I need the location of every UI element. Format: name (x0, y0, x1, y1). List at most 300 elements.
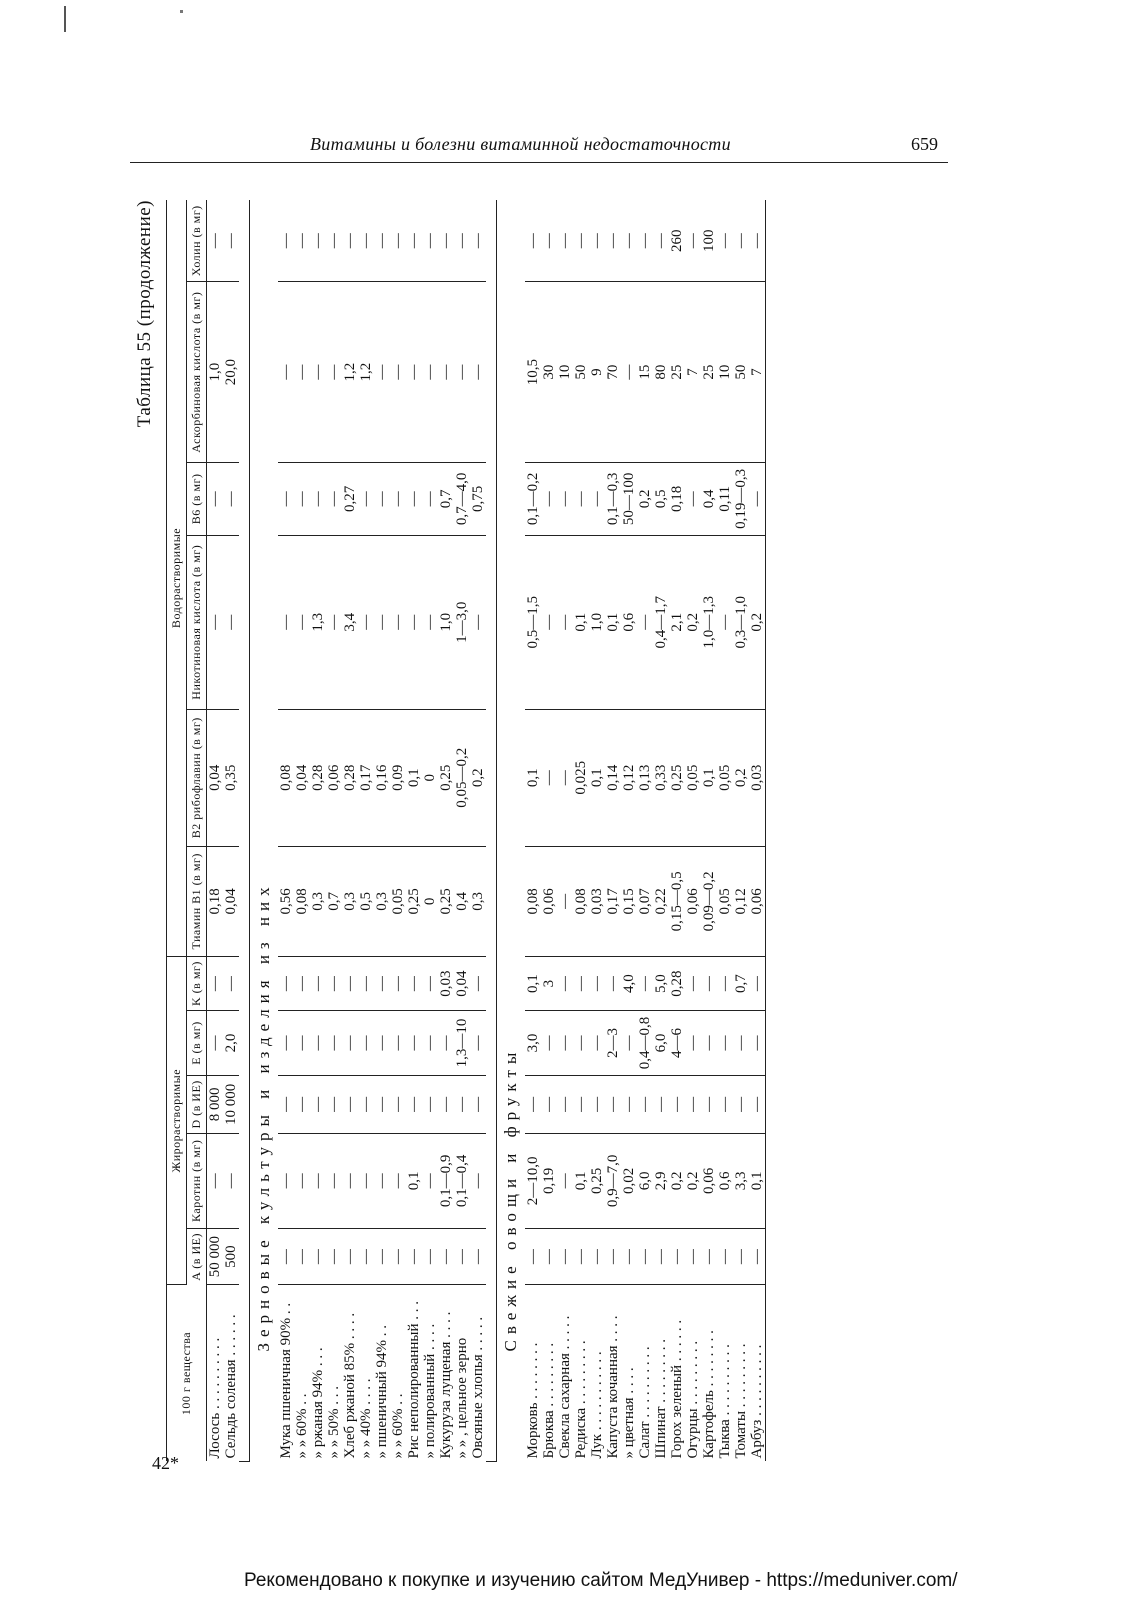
table-cell: — (525, 1075, 541, 1133)
table-cell: — (358, 200, 374, 282)
table-cell: 2,9 (653, 1133, 669, 1228)
table-cell: 50—100 (621, 462, 637, 535)
table-cell: — (310, 1228, 326, 1285)
table-cell: — (605, 1228, 621, 1285)
table-cell: — (342, 956, 358, 1010)
table-cell: — (223, 462, 239, 535)
table-cell: 0,3—1,0 (733, 535, 749, 709)
table-cell: — (701, 1075, 717, 1133)
table-cell: — (589, 1011, 605, 1076)
row-label: » цветная . . . . (621, 1367, 637, 1459)
row-label: Шпинат . . . . . . . . . (653, 1338, 669, 1459)
table-cell: — (573, 1228, 589, 1285)
table-cell: — (653, 1075, 669, 1133)
table-cell: 0,19—0,3 (733, 462, 749, 535)
table-cell: 1,0 (438, 535, 454, 709)
table-cell: — (278, 1011, 294, 1076)
table-cell: — (573, 1011, 589, 1076)
footer-recommendation: Рекомендовано к покупке и изучению сайтом МедУнивер - https://meduniver.com/ (244, 1570, 958, 1591)
col-header-ascorbic: Аскорбиновая кислота (в мг) (187, 282, 207, 463)
table-cell: — (541, 535, 557, 709)
table-cell: 0 (422, 709, 438, 846)
table-cell: — (278, 535, 294, 709)
table-cell: — (207, 1011, 224, 1076)
table-row (422, 200, 438, 1462)
table-cell: — (406, 462, 422, 535)
table-cell: — (207, 200, 224, 282)
table-cell: — (278, 1228, 294, 1285)
row-label: Горох зеленый . . . . . . (669, 1319, 685, 1459)
table-cell: 1,0—1,3 (701, 535, 717, 709)
table-cell: 0,12 (733, 846, 749, 956)
table-cell: 1,3—10 (454, 1011, 470, 1076)
table-cell: 0,2 (685, 1133, 701, 1228)
table-cell: — (525, 200, 541, 282)
table-cell: — (557, 1011, 573, 1076)
table-cell: 0,05 (717, 709, 733, 846)
table-cell: — (422, 956, 438, 1010)
table-cell: 0,1 (406, 709, 422, 846)
page-number: 659 (911, 134, 938, 154)
table-cell: 0,18 (669, 462, 685, 535)
running-title: Витамины и болезни витаминной недостаточности (310, 134, 731, 154)
table-cell: — (278, 462, 294, 535)
row-label: Брюква . . . . . . . . . (541, 1342, 557, 1459)
table-cell: 0,35 (223, 709, 239, 846)
table-cell: 10 (557, 282, 573, 463)
table-cell: 0,6 (717, 1133, 733, 1228)
row-label: » » 40% . . . . (358, 1378, 374, 1459)
table-cell: — (358, 956, 374, 1010)
table-cell: — (701, 956, 717, 1010)
row-label: Томаты . . . . . . . . . (733, 1343, 749, 1459)
table-cell: 500 (223, 1228, 239, 1285)
table-row (525, 200, 541, 1462)
table-cell: — (637, 956, 653, 1010)
table-cell: — (406, 282, 422, 463)
table-cell: — (406, 956, 422, 1010)
table-cell: — (406, 1011, 422, 1076)
table-body (207, 200, 766, 1462)
table-cell: — (470, 1075, 486, 1133)
table-cell: 50 (733, 282, 749, 463)
table-cell: 0,7 (438, 462, 454, 535)
table-row (733, 200, 749, 1462)
table-cell: 0,2 (749, 535, 766, 709)
table-cell: 0,08 (294, 846, 310, 956)
table-cell: — (749, 1011, 766, 1076)
table-cell: 0,02 (621, 1133, 637, 1228)
table-row (406, 200, 422, 1462)
table-cell: — (294, 1075, 310, 1133)
table-cell: 0,06 (541, 846, 557, 956)
table-cell: — (358, 1228, 374, 1285)
table-row (557, 200, 573, 1462)
table-cell: — (358, 1075, 374, 1133)
table-row (701, 200, 717, 1462)
table-cell: — (310, 1133, 326, 1228)
table-cell: — (207, 462, 224, 535)
row-label: Рис неполированный . . . (406, 1300, 422, 1459)
table-cell: — (390, 1075, 406, 1133)
table-cell: — (223, 1133, 239, 1228)
table-cell: 1,3 (310, 535, 326, 709)
table-cell: 0,2 (669, 1133, 685, 1228)
row-label: Капуста кочанная . . . . (605, 1315, 621, 1459)
table-cell: 7 (749, 282, 766, 463)
table-cell: 0,56 (278, 846, 294, 956)
table-cell: — (374, 1228, 390, 1285)
table-row (207, 200, 224, 1462)
table-cell: 0,2 (637, 462, 653, 535)
table-cell: 0,08 (573, 846, 589, 956)
table-cell: 0,09—0,2 (701, 846, 717, 956)
table-cell: — (438, 1228, 454, 1285)
table-cell: — (605, 956, 621, 1010)
table-cell: 2,1 (669, 535, 685, 709)
table-cell: 0,25 (438, 709, 454, 846)
row-label: » » 60% . . (390, 1393, 406, 1459)
table-cell: — (685, 1075, 701, 1133)
table-cell: 100 (701, 200, 717, 282)
section-title-row (497, 200, 526, 1462)
table-cell: — (374, 956, 390, 1010)
row-label: Редиска . . . . . . . . . (573, 1340, 589, 1459)
table-cell: — (374, 1011, 390, 1076)
table-cell: — (374, 462, 390, 535)
table-cell: 0,3 (342, 846, 358, 956)
table-cell: — (470, 1133, 486, 1228)
table-cell: 5,0 (653, 956, 669, 1010)
table-cell: — (557, 535, 573, 709)
row-label: Мука пшеничная 90% . . (278, 1302, 294, 1459)
table-cell: — (669, 1075, 685, 1133)
page-header (130, 128, 948, 163)
table-cell: — (573, 200, 589, 282)
table-cell: 0,06 (749, 846, 766, 956)
table-row (669, 200, 685, 1462)
table-cell: — (422, 200, 438, 282)
table-cell: 8 000 (207, 1075, 224, 1133)
table-cell: 0,27 (342, 462, 358, 535)
table-cell: 0,04 (294, 709, 310, 846)
table-cell: — (294, 535, 310, 709)
table-cell: 0,28 (342, 709, 358, 846)
table-cell: — (749, 1228, 766, 1285)
table-cell: — (541, 200, 557, 282)
vitamin-table (166, 200, 766, 1462)
table-row (358, 200, 374, 1462)
table-cell: — (342, 1011, 358, 1076)
table-cell: 2,0 (223, 1011, 239, 1076)
table-cell: — (749, 200, 766, 282)
table-cell: 0,14 (605, 709, 621, 846)
table-cell: — (310, 282, 326, 463)
table-cell: — (701, 1011, 717, 1076)
table-cell: — (717, 535, 733, 709)
table-cell: 0,03 (749, 709, 766, 846)
table-cell: — (637, 1228, 653, 1285)
table-cell: — (390, 200, 406, 282)
table-cell: — (310, 1075, 326, 1133)
table-cell: 0,12 (621, 709, 637, 846)
table-cell: 0,1—0,9 (438, 1133, 454, 1228)
table-cell: — (390, 1011, 406, 1076)
table-cell: — (310, 462, 326, 535)
row-label: Тыква . . . . . . . . . . (717, 1344, 733, 1459)
table-cell: 0,1—0,3 (605, 462, 621, 535)
table-cell: 0,3 (374, 846, 390, 956)
table-cell: — (294, 1133, 310, 1228)
table-caption: Таблица 55 (продолжение) (134, 200, 155, 428)
table-row (749, 200, 766, 1462)
table-row (278, 200, 294, 1462)
table-cell: — (541, 1228, 557, 1285)
table-cell: — (541, 709, 557, 846)
table-cell: 0,1 (701, 709, 717, 846)
table-cell: — (278, 282, 294, 463)
table-cell: 0,1 (589, 709, 605, 846)
table-cell: — (557, 462, 573, 535)
table-cell: — (326, 462, 342, 535)
col-header-thiamine: Тиамин B1 (в мг) (187, 846, 207, 956)
table-cell: — (438, 1011, 454, 1076)
table-cell: — (685, 956, 701, 1010)
table-row (637, 200, 653, 1462)
table-cell: 0,5—1,5 (525, 535, 541, 709)
table-cell: — (541, 462, 557, 535)
table-cell: — (637, 535, 653, 709)
table-cell: 6,0 (653, 1011, 669, 1076)
table-cell: 1,2 (342, 282, 358, 463)
table-cell: — (422, 1011, 438, 1076)
row-label: » ржаная 94% . . . (310, 1347, 326, 1459)
table-cell: 10 (717, 282, 733, 463)
row-label: Морковь . . . . . . . . (525, 1342, 541, 1459)
table-cell: — (294, 1011, 310, 1076)
table-cell: 0,11 (717, 462, 733, 535)
table-cell: — (637, 1075, 653, 1133)
table-cell: 0,1 (749, 1133, 766, 1228)
table-cell: 0,08 (525, 846, 541, 956)
table-cell: 0,15—0,5 (669, 846, 685, 956)
table-cell: — (294, 200, 310, 282)
table-row (717, 200, 733, 1462)
table-row (470, 200, 486, 1462)
table-cell: 0,5 (653, 462, 669, 535)
table-cell: 10 000 (223, 1075, 239, 1133)
table-cell: — (390, 535, 406, 709)
table-cell: — (525, 1228, 541, 1285)
table-cell: — (358, 1133, 374, 1228)
table-cell: — (207, 1133, 224, 1228)
table-cell: — (749, 462, 766, 535)
table-cell: — (207, 956, 224, 1010)
table-cell: — (470, 1228, 486, 1285)
table-row (223, 200, 239, 1462)
table-cell: — (653, 1228, 669, 1285)
col-header-riboflavin: B2 рибофлавин (в мг) (187, 709, 207, 846)
table-cell: — (589, 200, 605, 282)
table-cell: — (733, 1228, 749, 1285)
table-cell: 0,7 (326, 846, 342, 956)
row-label: Свекла сахарная . . . . . (557, 1315, 573, 1459)
table-cell: 50 000 (207, 1228, 224, 1285)
table-cell: — (326, 535, 342, 709)
table-cell: — (374, 282, 390, 463)
table-cell: 6,0 (637, 1133, 653, 1228)
col-header-k: K (в мг) (187, 956, 207, 1010)
table-cell: 80 (653, 282, 669, 463)
table-cell: — (223, 956, 239, 1010)
table-cell: — (470, 956, 486, 1010)
table-cell: 0,1 (525, 709, 541, 846)
table-cell: 0,06 (701, 1133, 717, 1228)
table-cell: — (406, 200, 422, 282)
col-header-choline: Холин (в мг) (187, 200, 207, 282)
table-cell: 3 (541, 956, 557, 1010)
table-row (294, 200, 310, 1462)
table-cell: — (717, 1228, 733, 1285)
spacer-cell (486, 200, 497, 1462)
table-cell: 30 (541, 282, 557, 463)
table-cell: — (589, 956, 605, 1010)
table-row (621, 200, 637, 1462)
row-label: » » 60% . . (294, 1393, 310, 1459)
table-cell: 1,2 (358, 282, 374, 463)
table-cell: — (685, 1228, 701, 1285)
table-cell: 0,04 (207, 709, 224, 846)
table-cell: 0,025 (573, 709, 589, 846)
table-cell: — (374, 1075, 390, 1133)
table-cell: — (621, 1228, 637, 1285)
table-cell: — (326, 956, 342, 1010)
table-cell: — (310, 200, 326, 282)
table-cell: — (557, 846, 573, 956)
table-cell: — (470, 1011, 486, 1076)
table-cell: 0 (422, 846, 438, 956)
row-label: Кукуруза лущеная . . . . (438, 1311, 454, 1459)
table-cell: — (342, 1133, 358, 1228)
table-cell: — (717, 200, 733, 282)
table-cell: — (621, 1075, 637, 1133)
table-cell: — (406, 535, 422, 709)
table-cell: 0,4—1,7 (653, 535, 669, 709)
table-cell: — (541, 1075, 557, 1133)
scan-dot (180, 10, 183, 13)
table-cell: 0,4—0,8 (637, 1011, 653, 1076)
table-cell: — (223, 535, 239, 709)
table-cell: 0,6 (621, 535, 637, 709)
table-cell: — (294, 282, 310, 463)
table-cell: 25 (701, 282, 717, 463)
table-row (573, 200, 589, 1462)
table-cell: — (557, 1228, 573, 1285)
table-cell: 0,2 (470, 709, 486, 846)
table-cell: — (207, 535, 224, 709)
table-cell: — (326, 282, 342, 463)
row-label: Сельдь соленая . . . . . . (223, 1314, 239, 1459)
table-cell: 9 (589, 282, 605, 463)
table-cell: — (454, 1075, 470, 1133)
row-label: Лук . . . . . . . . . . . (589, 1351, 605, 1459)
table-cell: — (749, 956, 766, 1010)
table-cell: 0,1—0,4 (454, 1133, 470, 1228)
rotated-table-block (130, 190, 930, 1470)
table-cell: 0,1 (406, 1133, 422, 1228)
table-cell: 10,5 (525, 282, 541, 463)
row-label: » пшеничный 94% . . (374, 1325, 390, 1459)
table-cell: — (573, 1075, 589, 1133)
table-cell: 0,19 (541, 1133, 557, 1228)
row-label: » полированный . . . . (422, 1323, 438, 1459)
table-cell: — (621, 282, 637, 463)
table-cell: — (470, 535, 486, 709)
table-row (438, 200, 454, 1462)
table-cell: 4—6 (669, 1011, 685, 1076)
table-cell: — (733, 1075, 749, 1133)
table-cell: 0,3 (310, 846, 326, 956)
table-cell: 0,25 (669, 709, 685, 846)
table-cell: — (541, 1011, 557, 1076)
table-cell: — (342, 200, 358, 282)
row-label: Лосось . . . . . . . . . . (207, 1337, 223, 1459)
table-cell: — (358, 1011, 374, 1076)
table-cell: — (605, 1075, 621, 1133)
table-cell: — (390, 462, 406, 535)
table-row (454, 200, 470, 1462)
table-cell: — (557, 1133, 573, 1228)
table-cell: — (454, 282, 470, 463)
table-cell: 7 (685, 282, 701, 463)
table-row (342, 200, 358, 1462)
table-row (374, 200, 390, 1462)
row-label: Картофель . . . . . . . . (701, 1330, 717, 1459)
table-cell: 0,05 (717, 846, 733, 956)
row-label: Овсяные хлопья . . . . . (470, 1316, 486, 1459)
table-cell: — (749, 1075, 766, 1133)
table-cell: — (278, 1075, 294, 1133)
col-header-carotene: Каротин (в мг) (187, 1133, 207, 1228)
table-cell: 0,3 (470, 846, 486, 956)
table-cell: 3,3 (733, 1133, 749, 1228)
table-cell: 260 (669, 200, 685, 282)
table-cell: — (733, 1011, 749, 1076)
scan-mark (64, 6, 66, 32)
table-cell: 0,07 (637, 846, 653, 956)
table-cell: — (637, 200, 653, 282)
table-row (541, 200, 557, 1462)
table-cell: 0,06 (685, 846, 701, 956)
row-label: Хлеб ржаной 85% . . . . (342, 1312, 358, 1459)
table-cell: — (406, 1228, 422, 1285)
table-cell: — (438, 282, 454, 463)
section-spacer (239, 200, 250, 1462)
group-header-fat-soluble: Жирорастворимые (167, 956, 187, 1285)
table-cell: 15 (637, 282, 653, 463)
table-cell: — (326, 1011, 342, 1076)
table-cell: — (326, 200, 342, 282)
table-cell: — (653, 200, 669, 282)
table-cell: 0,28 (310, 709, 326, 846)
table-cell: 0,1—0,2 (525, 462, 541, 535)
table-cell: 25 (669, 282, 685, 463)
col-header-d: D (в ИЕ) (187, 1075, 207, 1133)
table-cell: 0,15 (621, 846, 637, 956)
group-header-water-soluble: Водорастворимые (167, 200, 187, 956)
section-title: Свежие овощи и фрукты (497, 200, 526, 1462)
table-cell: 0,04 (223, 846, 239, 956)
